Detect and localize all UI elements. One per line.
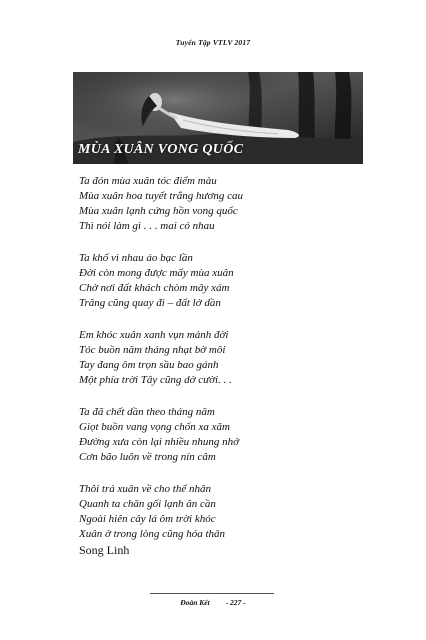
poem-line: Tóc buồn năm tháng nhạt bờ môi	[79, 344, 226, 356]
poem-line: Tay đang ôm trọn sầu bao gánh	[79, 359, 219, 371]
footer-divider	[150, 593, 274, 594]
poem-line: Giọt buồn vang vọng chốn xa xăm	[79, 421, 230, 433]
poem-line: Đời còn mong được mấy mùa xuân	[79, 267, 234, 279]
stanza	[79, 405, 379, 465]
stanza	[79, 174, 379, 234]
poem-title: MÙA XUÂN VONG QUỐC	[78, 142, 244, 157]
poem-line: Đường xưa còn lại nhiều nhung nhớ	[79, 436, 239, 448]
poem-line: Xuân ở trong lòng cũng hóa thân	[79, 528, 226, 540]
poem-line: Trăng cũng quay đi – đất lở dần	[79, 297, 221, 309]
stanza	[79, 482, 379, 542]
poem-line: Thôi trả xuân về cho thế nhân	[79, 483, 211, 495]
poem-body	[79, 174, 379, 559]
poem-line: Ta khổ vì nhau áo bạc lần	[79, 252, 193, 264]
poem-line: Ngoài hiên cây lá ôm trời khóc	[79, 513, 216, 525]
footer-publisher: Đoàn Kết	[180, 598, 210, 607]
running-header-title: Tuyển Tập VTLV 2017	[175, 38, 251, 47]
page-footer	[0, 598, 426, 607]
page-number: - 227 -	[225, 598, 246, 607]
poem-line: Ta đón mùa xuân tóc điểm màu	[79, 175, 217, 187]
poem-author: Song Linh	[79, 543, 130, 557]
poem-line: Quanh ta chăn gối lạnh ân cần	[79, 498, 216, 510]
poem-line: Cơn bão luôn về trong nín câm	[79, 451, 216, 463]
stanza	[79, 328, 379, 388]
poem-line: Một phía trời Tây cũng dở cười. . .	[79, 374, 232, 386]
poem-line: Thì nói làm gì . . . mai có nhau	[79, 220, 215, 232]
poem-line: Chờ nơi đất khách chòm mây xám	[79, 282, 230, 294]
poem-line: Ta đã chết dần theo tháng năm	[79, 406, 215, 418]
poem-line: Mùa xuân lạnh cứng hồn vong quốc	[79, 205, 238, 217]
poem-line: Mùa xuân hoa tuyết trắng hương cau	[79, 190, 244, 202]
poem-line: Em khóc xuân xanh vụn mảnh đời	[79, 329, 229, 341]
stanza	[79, 251, 379, 311]
